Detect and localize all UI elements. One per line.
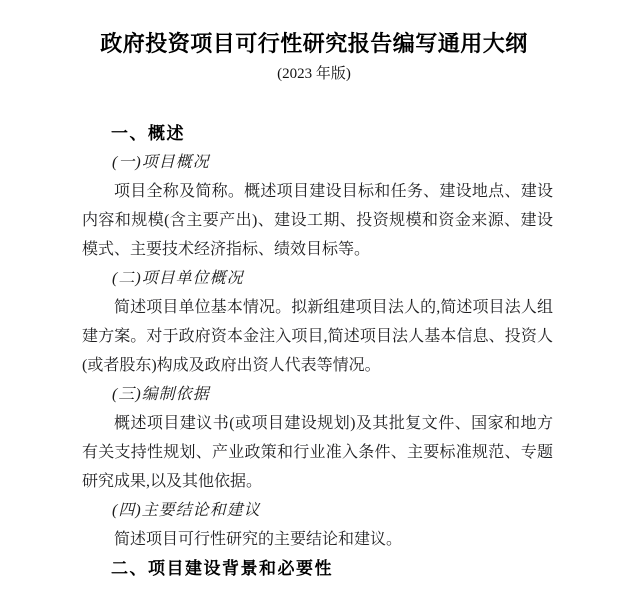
document-body [82, 119, 553, 583]
paragraph-project-overview: 项目全称及简称。概述项目建设目标和任务、建设地点、建设内容和规模(含主要产出)、建设工期、投资规模和资金来源、建设模式、主要技术经济指标、绩效目标等。 [82, 183, 553, 258]
subsection-heading-project-overview: (一)项目概况 [112, 154, 210, 171]
section-heading-overview: 一、概述 [111, 124, 185, 143]
paragraph-compilation-basis: 概述项目建议书(或项目建设规划)及其批复文件、国家和地方有关支持性规划、产业政策和行业准入条件、主要标准规范、专题研究成果,以及其他依据。 [82, 415, 553, 490]
subsection-heading-main-conclusions: (四)主要结论和建议 [112, 502, 261, 519]
subsection-heading-project-unit-overview: (二)项目单位概况 [112, 270, 244, 287]
subsection-heading-compilation-basis: (三)编制依据 [112, 386, 210, 403]
page-title: 政府投资项目可行性研究报告编写通用大纲 [100, 31, 528, 56]
paragraph-project-unit-overview: 简述项目单位基本情况。拟新组建项目法人的,简述项目法人组建方案。对于政府资本金注入项目,简述项目法人基本信息、投资人(或者股东)构成及政府出资人代表等情况。 [82, 299, 553, 374]
paragraph-main-conclusions: 简述项目可行性研究的主要结论和建议。 [114, 531, 403, 548]
section-heading-background-necessity: 二、项目建设背景和必要性 [111, 559, 333, 578]
page-subtitle: (2023 年版) [277, 66, 351, 82]
